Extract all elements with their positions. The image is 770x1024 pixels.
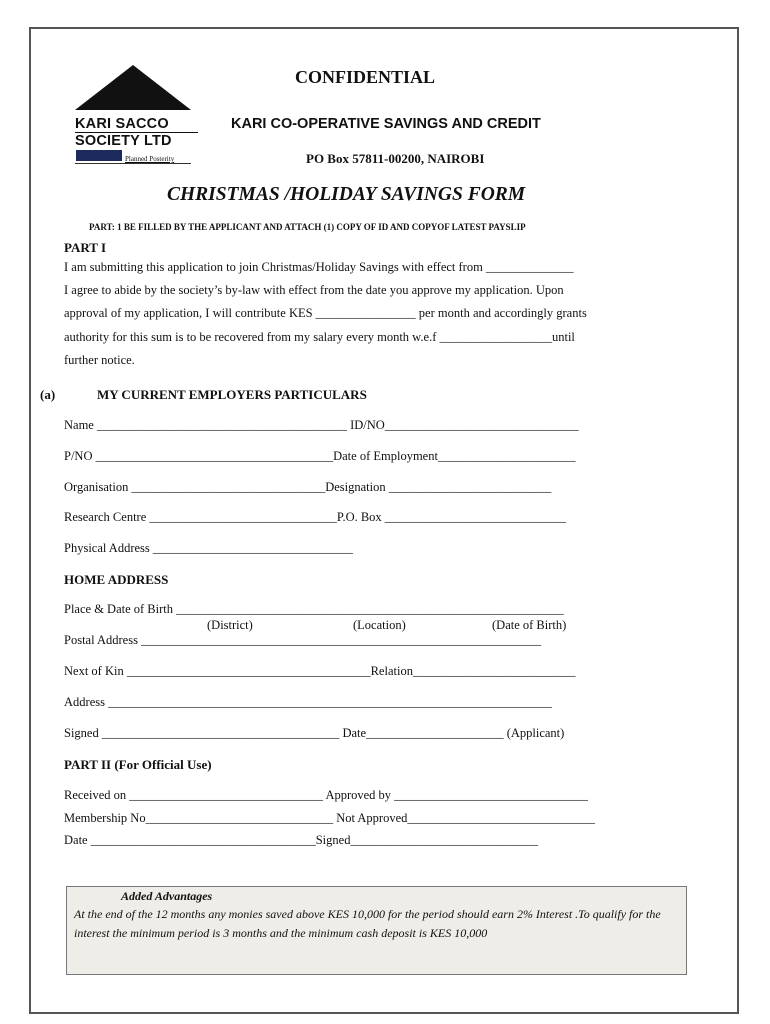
district-caption: (District) (207, 618, 253, 632)
confidential-heading: CONFIDENTIAL (295, 67, 436, 87)
logo-triangle-icon (75, 65, 191, 110)
org-name: KARI CO-OPERATIVE SAVINGS AND CREDIT (231, 116, 541, 132)
received-field[interactable]: Received on _______________________________ Approved by _______________________________ (64, 788, 588, 802)
logo-tagline: Planned Posterity (125, 155, 175, 163)
logo-color-block (76, 150, 122, 161)
physical-address-field[interactable]: Physical Address ________________________________ (64, 541, 353, 555)
employer-marker: (a) (40, 387, 56, 402)
part1-line: I am submitting this application to join Christmas/Holiday Savings with effect from ______________ (64, 260, 574, 274)
pno-field[interactable]: P/NO ______________________________________Date of Employment______________________ (64, 449, 576, 463)
organisation-field[interactable]: Organisation _______________________________Designation __________________________ (64, 480, 552, 494)
instructions: PART: 1 BE FILLED BY THE APPLICANT AND ATTACH (1) COPY OF ID AND COPYOF LATEST PAYSLIP (89, 222, 526, 232)
part1-paragraph (64, 256, 664, 372)
location-caption: (Location) (353, 618, 406, 632)
part1-line: approval of my application, I will contribute KES ________________ per month and accordingly grants (64, 306, 587, 321)
birth-field[interactable]: Place & Date of Birth ______________________________________________________________ (64, 602, 564, 616)
address-field[interactable]: Address _______________________________________________________________________ (64, 695, 552, 709)
home-address-heading: HOME ADDRESS (64, 572, 169, 587)
logo-name-line2: SOCIETY LTD (75, 133, 172, 149)
advantages-text: At the end of the 12 months any monies saved above KES 10,000 for the period should earn 2% Interest .To qualify for the interest the minimum period is 3 months and the minimum cash deposit is KES 10,000 (74, 907, 661, 940)
research-centre-field[interactable]: Research Centre ______________________________P.O. Box _____________________________ (64, 510, 567, 524)
membership-field[interactable]: Membership No______________________________ Not Approved______________________________ (64, 811, 595, 825)
logo-underline (75, 163, 191, 164)
advantages-title: Added Advantages (121, 889, 213, 903)
part1-line: I agree to abide by the society’s by-law with effect from the date you approve my application. Upon (64, 283, 564, 298)
part1-line: further notice. (64, 352, 135, 367)
po-box: PO Box 57811-00200, NAIROBI (306, 151, 485, 166)
part1-line: authority for this sum is to be recovered from my salary every month w.e.f __________________until (64, 329, 575, 344)
part1-heading: PART I (64, 240, 107, 255)
date-of-birth-caption: (Date of Birth) (492, 618, 567, 632)
part2-heading: PART II (For Official Use) (64, 757, 212, 772)
form-title: CHRISTMAS /HOLIDAY SAVINGS FORM (167, 184, 526, 205)
name-field[interactable]: Name ________________________________________ ID/NO_______________________________ (64, 418, 579, 432)
next-of-kin-field[interactable]: Next of Kin _______________________________________Relation__________________________ (64, 664, 576, 678)
postal-address-field[interactable]: Postal Address ________________________________________________________________ (64, 633, 542, 647)
signed-field[interactable]: Signed ______________________________________ Date______________________ (Applicant) (64, 726, 565, 740)
employer-heading: MY CURRENT EMPLOYERS PARTICULARS (97, 387, 367, 402)
official-date-field[interactable]: Date ____________________________________Signed______________________________ (64, 833, 538, 847)
advantages-box (66, 886, 687, 975)
logo-name-line1: KARI SACCO (75, 116, 169, 132)
